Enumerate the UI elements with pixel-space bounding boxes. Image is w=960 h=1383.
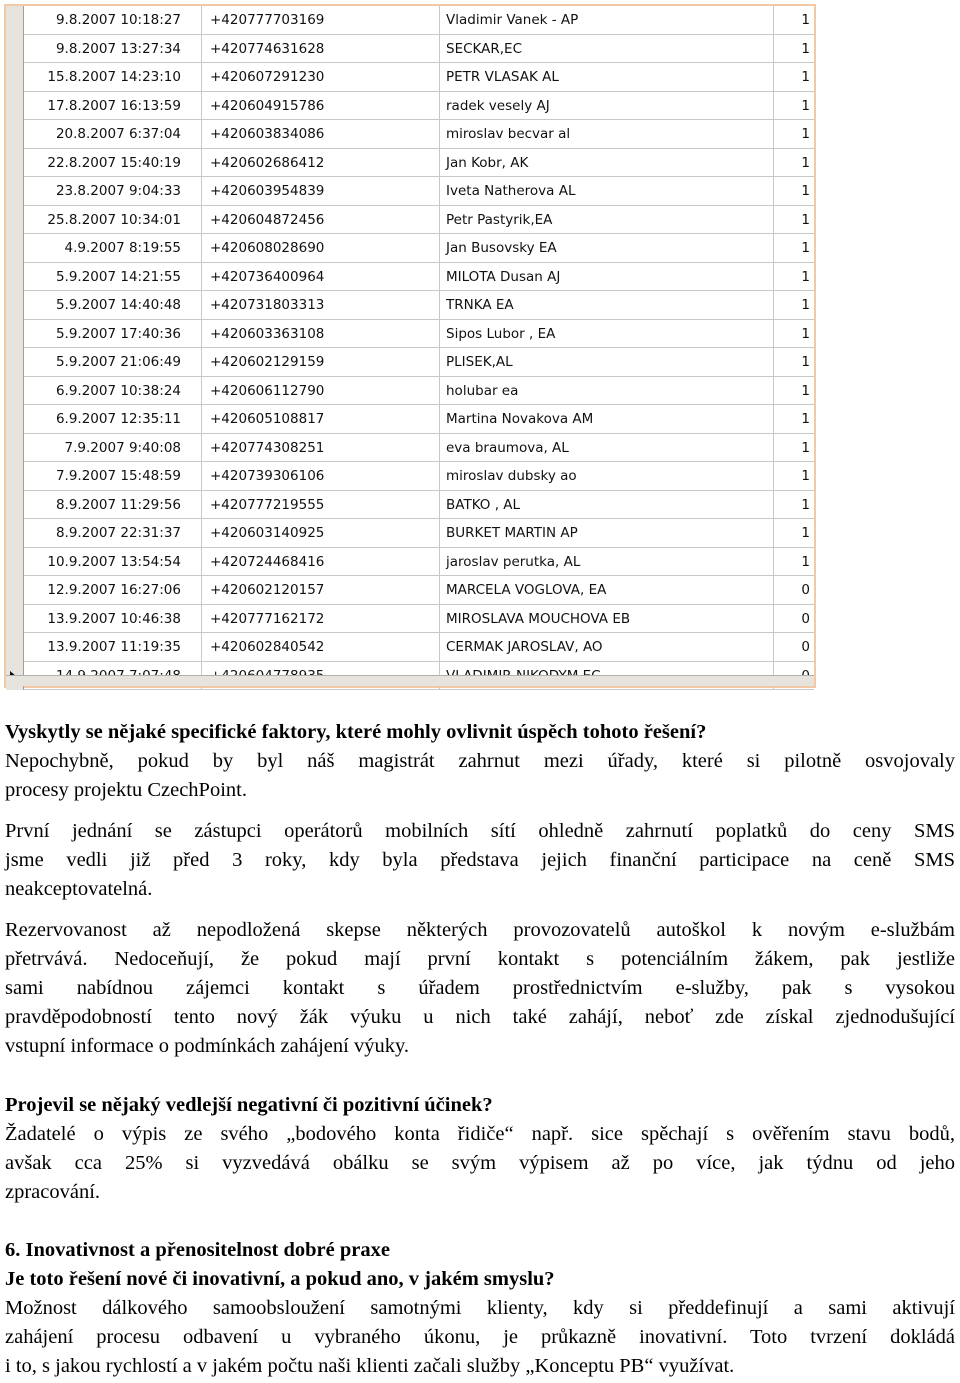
row-selector[interactable] (6, 6, 24, 35)
cell-phone[interactable]: +420602129159 (202, 348, 440, 377)
table-row (6, 291, 814, 320)
table-row (6, 633, 814, 662)
cell-datetime[interactable]: 9.8.2007 13:27:34 (24, 35, 202, 64)
paragraph-point-account (5, 1120, 955, 1207)
cell-datetime[interactable]: 22.8.2007 15:40:19 (24, 149, 202, 178)
cell-phone[interactable]: +420607291230 (202, 63, 440, 92)
cell-name[interactable]: Martina Novakova AM (440, 405, 774, 434)
paragraph-operators (5, 817, 955, 904)
table-row (6, 234, 814, 263)
cell-flag[interactable]: 1 (801, 40, 810, 57)
cell-datetime[interactable]: 13.9.2007 10:46:38 (24, 605, 202, 634)
cell-datetime[interactable]: 12.9.2007 16:27:06 (24, 576, 202, 605)
cell-name[interactable]: PETR VLASAK AL (440, 63, 774, 92)
row-selector[interactable] (6, 63, 24, 92)
table-row (6, 491, 814, 520)
row-selector[interactable] (6, 35, 24, 64)
table-row (6, 92, 814, 121)
row-selector[interactable] (6, 320, 24, 349)
cell-datetime[interactable]: 5.9.2007 14:21:55 (24, 263, 202, 292)
cell-flag[interactable]: 1 (801, 297, 810, 313)
cell-name[interactable]: eva braumova, AL (440, 434, 774, 463)
cell-phone[interactable]: +420777219555 (202, 491, 440, 520)
cell-flag[interactable]: 1 (801, 97, 810, 114)
cell-name[interactable]: Sipos Lubor , EA (440, 320, 774, 349)
table-row (6, 206, 814, 235)
cell-datetime[interactable]: 5.9.2007 14:40:48 (24, 291, 202, 320)
table-row (6, 519, 814, 548)
paragraph-line: Nepochybně, pokud by byl náš magistrát zahrnut mezi úřady, které si pilotně osvojovaly (5, 750, 955, 772)
cell-phone[interactable]: +420739306106 (202, 462, 440, 491)
cell-datetime[interactable]: 9.8.2007 10:18:27 (24, 6, 202, 35)
row-selector[interactable] (6, 149, 24, 178)
cell-datetime[interactable]: 13.9.2007 11:19:35 (24, 633, 202, 662)
row-selector[interactable] (6, 120, 24, 149)
row-selector[interactable] (6, 377, 24, 406)
row-selector[interactable] (6, 291, 24, 320)
row-selector[interactable] (6, 405, 24, 434)
cell-flag[interactable]: 1 (801, 211, 810, 228)
row-selector[interactable] (6, 633, 24, 662)
cell-name[interactable]: Vladimir Vanek - AP (440, 6, 774, 35)
cell-phone[interactable]: +420777703169 (202, 6, 440, 35)
cell-name[interactable]: BURKET MARTIN AP (440, 519, 774, 548)
row-selector[interactable] (6, 491, 24, 520)
cell-flag[interactable]: 1 (801, 12, 810, 28)
cell-name[interactable]: Jan Kobr, AK (440, 149, 774, 178)
cell-flag[interactable]: 1 (801, 354, 810, 370)
cell-name[interactable]: MILOTA Dusan AJ (440, 263, 774, 292)
cell-name[interactable]: jaroslav perutka, AL (440, 548, 774, 577)
cell-name[interactable]: miroslav becvar al (440, 120, 774, 149)
sms-log-table (4, 4, 816, 688)
cell-flag[interactable]: 1 (801, 496, 810, 513)
paragraph-czechpoint (5, 747, 955, 805)
table-row (6, 6, 814, 35)
cell-phone[interactable]: +420724468416 (202, 548, 440, 577)
table-row (6, 63, 814, 92)
cell-phone[interactable]: +420603140925 (202, 519, 440, 548)
paragraph-line: zpracování. (5, 1181, 101, 1203)
cell-name[interactable]: BATKO , AL (440, 491, 774, 520)
cell-flag[interactable]: 1 (801, 468, 810, 484)
cell-name[interactable]: Petr Pastyrik,EA (440, 206, 774, 235)
cell-datetime[interactable]: 23.8.2007 9:04:33 (24, 177, 202, 206)
section-heading-text: 6. Inovativnost a přenositelnost dobré praxe (5, 1239, 390, 1261)
cell-datetime[interactable]: 8.9.2007 11:29:56 (24, 491, 202, 520)
cell-phone[interactable]: +420731803313 (202, 291, 440, 320)
row-selector[interactable] (6, 92, 24, 121)
cell-datetime[interactable]: 20.8.2007 6:37:04 (24, 120, 202, 149)
row-selector[interactable] (6, 234, 24, 263)
cell-datetime[interactable]: 25.8.2007 10:34:01 (24, 206, 202, 235)
paragraph-line: Rezervovanost až nepodložená skepse některých provozovatelů autoškol k novým e-službám (5, 919, 955, 941)
paragraph-self-service (5, 1294, 955, 1381)
table-row (6, 263, 814, 292)
cell-phone[interactable]: +420602840542 (202, 633, 440, 662)
cell-name[interactable]: SECKAR,EC (440, 35, 774, 64)
cell-datetime[interactable]: 7.9.2007 15:48:59 (24, 462, 202, 491)
paragraph-line: procesy projektu CzechPoint. (5, 779, 247, 801)
row-selector[interactable] (6, 576, 24, 605)
cell-name[interactable]: radek vesely AJ (440, 92, 774, 121)
cell-phone[interactable]: +420774631628 (202, 35, 440, 64)
table-row (6, 377, 814, 406)
row-selector[interactable] (6, 462, 24, 491)
table-row (6, 177, 814, 206)
row-selector[interactable] (6, 348, 24, 377)
cell-datetime[interactable]: 6.9.2007 12:35:11 (24, 405, 202, 434)
cell-phone[interactable]: +420604915786 (202, 92, 440, 121)
question-specific-factors (5, 718, 955, 747)
question-text: Projevil se nějaký vedlejší negativní či pozitivní účinek? (5, 1094, 493, 1116)
paragraph-line: zahájení procesu odbavení u vybraného úkonu, je průkazně inovativní. Toto tvrzení dokládá (5, 1326, 955, 1348)
cell-phone[interactable]: +420774308251 (202, 434, 440, 463)
cell-flag[interactable]: 1 (801, 126, 810, 142)
question-side-effects (5, 1091, 955, 1120)
table-row (6, 149, 814, 178)
cell-name[interactable]: MARCELA VOGLOVA, EA (440, 576, 774, 605)
cell-datetime[interactable]: 5.9.2007 17:40:36 (24, 320, 202, 349)
cell-phone[interactable]: +420602120157 (202, 576, 440, 605)
row-selector[interactable] (6, 605, 24, 634)
cell-flag[interactable]: 1 (801, 69, 810, 85)
cell-name[interactable]: MIROSLAVA MOUCHOVA EB (440, 605, 774, 634)
cell-flag[interactable]: 1 (801, 183, 810, 199)
cell-phone[interactable]: +420608028690 (202, 234, 440, 263)
cell-phone[interactable]: +420603363108 (202, 320, 440, 349)
cell-flag[interactable]: 1 (801, 525, 810, 541)
paragraph-driving-schools (5, 916, 955, 1061)
row-selector[interactable] (6, 519, 24, 548)
cell-datetime[interactable]: 15.8.2007 14:23:10 (24, 63, 202, 92)
cell-name[interactable]: TRNKA EA (440, 291, 774, 320)
table-row (6, 605, 814, 634)
cell-phone[interactable]: +420736400964 (202, 263, 440, 292)
paragraph-line: přetrvává. Nedoceňují, že pokud mají první kontakt s potenciálním žákem, pak jestliže (5, 948, 955, 970)
paragraph-line: avšak cca 25% si vyzvedává obálku se svým výpisem až po více, jak týdnu od jeho (5, 1152, 955, 1174)
table-row (6, 405, 814, 434)
cell-flag[interactable]: 1 (801, 154, 810, 171)
cell-datetime[interactable]: 8.9.2007 22:31:37 (24, 519, 202, 548)
paragraph-line: i to, s jakou rychlostí a v jakém počtu naši klienti začali služby „Konceptu PB“ využívat. (5, 1355, 735, 1377)
row-selector[interactable] (6, 263, 24, 292)
table-row (6, 548, 814, 577)
question-text: Vyskytly se nějaké specifické faktory, které mohly ovlivnit úspěch tohoto řešení? (5, 721, 707, 743)
cell-datetime[interactable]: 7.9.2007 9:40:08 (24, 434, 202, 463)
cell-flag[interactable]: 0 (801, 639, 810, 655)
cell-flag[interactable]: 1 (801, 325, 810, 342)
table-row (6, 576, 814, 605)
cell-flag[interactable]: 1 (801, 268, 810, 285)
cell-flag[interactable]: 0 (801, 610, 810, 627)
cell-phone[interactable]: +420777162172 (202, 605, 440, 634)
cell-name[interactable]: PLISEK,AL (440, 348, 774, 377)
cell-flag[interactable]: 1 (801, 240, 810, 256)
sms-log-grid (6, 6, 814, 690)
paragraph-line: sami nabídnou zájemci kontakt s úřadem prostřednictvím e-služby, pak s vysokou (5, 977, 955, 999)
row-selector[interactable] (6, 177, 24, 206)
cell-phone[interactable]: +420603834086 (202, 120, 440, 149)
row-selector[interactable] (6, 206, 24, 235)
cell-phone[interactable]: +420603954839 (202, 177, 440, 206)
question-innovation (5, 1265, 955, 1294)
cell-name[interactable]: miroslav dubsky ao (440, 462, 774, 491)
cell-datetime[interactable]: 17.8.2007 16:13:59 (24, 92, 202, 121)
question-text: Je toto řešení nové či inovativní, a pokud ano, v jakém smyslu? (5, 1268, 555, 1290)
cell-flag[interactable]: 1 (801, 411, 810, 427)
cell-datetime[interactable]: 4.9.2007 8:19:55 (24, 234, 202, 263)
cell-name[interactable]: CERMAK JAROSLAV, AO (440, 633, 774, 662)
cell-flag[interactable]: 1 (801, 553, 810, 570)
paragraph-line: pravděpodobností tento nový žák výuku u nich také zahájí, neboť zde získal zjednodušující (5, 1006, 955, 1028)
table-row (6, 348, 814, 377)
paragraph-line: jsme vedli již před 3 roky, kdy byla představa jejich finanční participace na ceně SMS (5, 849, 955, 871)
cell-flag[interactable]: 0 (801, 582, 810, 598)
paragraph-line: Možnost dálkového samoobsloužení samotnými klienty, kdy si předdefinují a sami aktivují (5, 1297, 955, 1319)
paragraph-line: Žadatelé o výpis ze svého „bodového konta řidiče“ např. sice spěchají s ověřením stavu bodů, (5, 1123, 955, 1145)
cell-datetime[interactable]: 10.9.2007 13:54:54 (24, 548, 202, 577)
grid-bottom-bar (6, 675, 814, 686)
table-row (6, 462, 814, 491)
cell-name[interactable]: holubar ea (440, 377, 774, 406)
cell-phone[interactable]: +420602686412 (202, 149, 440, 178)
cell-name[interactable]: Iveta Natherova AL (440, 177, 774, 206)
table-row (6, 120, 814, 149)
table-row (6, 320, 814, 349)
paragraph-line: První jednání se zástupci operátorů mobilních sítí ohledně zahrnutí poplatků do ceny SMS (5, 820, 955, 842)
cell-flag[interactable]: 1 (801, 382, 810, 399)
table-row (6, 35, 814, 64)
cell-datetime[interactable]: 5.9.2007 21:06:49 (24, 348, 202, 377)
section-heading-6 (5, 1236, 955, 1265)
paragraph-line: neakceptovatelná. (5, 878, 153, 900)
cell-name[interactable]: Jan Busovsky EA (440, 234, 774, 263)
cell-phone[interactable]: +420605108817 (202, 405, 440, 434)
cell-phone[interactable]: +420604872456 (202, 206, 440, 235)
paragraph-line: vstupní informace o podmínkách zahájení výuky. (5, 1035, 410, 1057)
cell-datetime[interactable]: 6.9.2007 10:38:24 (24, 377, 202, 406)
row-selector[interactable] (6, 548, 24, 577)
row-selector[interactable] (6, 434, 24, 463)
table-row (6, 434, 814, 463)
cell-phone[interactable]: +420606112790 (202, 377, 440, 406)
cell-flag[interactable]: 1 (801, 439, 810, 456)
